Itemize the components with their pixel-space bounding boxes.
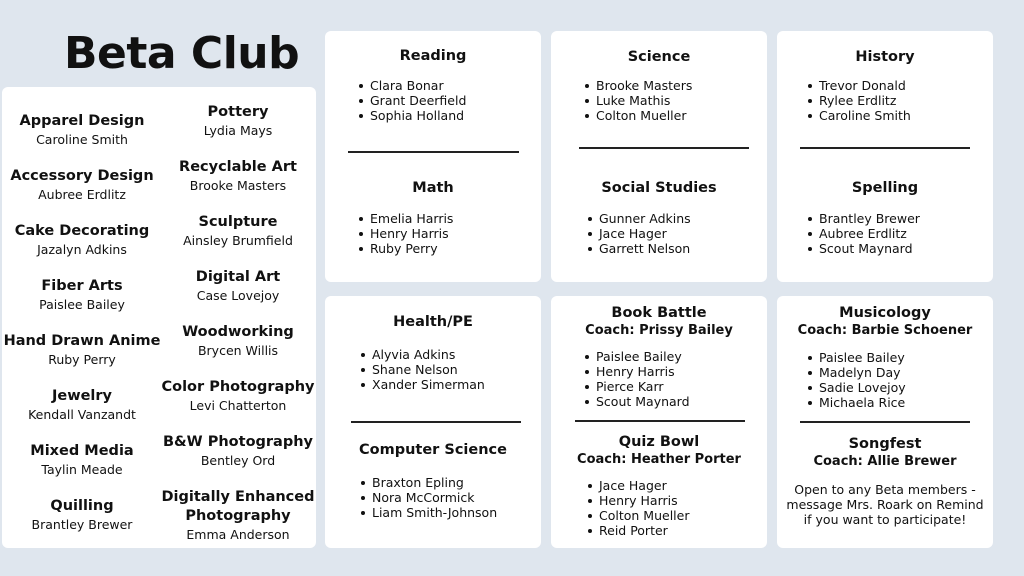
member: Colton Mueller	[588, 508, 767, 523]
member-list	[808, 78, 993, 123]
member-list	[585, 78, 767, 123]
arts-category: Pottery	[207, 104, 269, 120]
arts-member: Case Lovejoy	[196, 288, 280, 303]
member: Jace Hager	[588, 226, 767, 241]
musicology-songfest-card	[777, 296, 993, 548]
arts-category: Recyclable Art	[179, 159, 297, 175]
arts-member: Jazalyn Adkins	[37, 242, 127, 257]
divider	[348, 151, 519, 153]
member: Alyvia Adkins	[361, 347, 541, 362]
social-studies-section	[551, 179, 767, 256]
member: Pierce Karr	[585, 379, 767, 394]
member: Caroline Smith	[808, 108, 993, 123]
arts-item	[160, 323, 316, 360]
member-list	[585, 349, 767, 409]
arts-member: Brooke Masters	[189, 178, 287, 193]
health-cs-card	[325, 296, 541, 548]
arts-member: Ainsley Brumfield	[183, 233, 293, 248]
science-social-card	[551, 31, 767, 282]
spelling-section	[777, 179, 993, 256]
member: Paislee Bailey	[585, 349, 767, 364]
member: Trevor Donald	[808, 78, 993, 93]
arts-item	[2, 277, 162, 314]
health-pe-section	[325, 313, 541, 392]
arts-category: Mixed Media	[30, 443, 134, 459]
note-line: Open to any Beta members -	[794, 482, 976, 497]
arts-member: Brantley Brewer	[31, 517, 133, 532]
member: Henry Harris	[359, 226, 541, 241]
arts-categories-card	[2, 87, 316, 548]
member-list	[361, 347, 541, 392]
arts-member: Lydia Mays	[203, 123, 273, 138]
coach-name: Coach: Allie Brewer	[813, 454, 957, 469]
arts-item	[160, 268, 316, 305]
member-list	[588, 211, 767, 256]
arts-item	[2, 497, 162, 534]
member: Scout Maynard	[585, 394, 767, 409]
songfest-section	[777, 435, 993, 527]
arts-item	[160, 103, 316, 140]
arts-category: Accessory Design	[10, 168, 154, 184]
arts-item	[160, 433, 316, 470]
arts-category: Digital Art	[195, 269, 281, 285]
section-title: Book Battle	[611, 305, 707, 321]
arts-category: Woodworking	[182, 324, 294, 340]
member: Brooke Masters	[585, 78, 767, 93]
arts-item	[2, 332, 162, 369]
arts-category: Fiber Arts	[41, 278, 123, 294]
arts-member: Levi Chatterton	[189, 398, 287, 413]
arts-member: Emma Anderson	[186, 527, 290, 542]
member: Reid Porter	[588, 523, 767, 538]
arts-category: Hand Drawn Anime	[3, 333, 161, 349]
member: Michaela Rice	[808, 395, 993, 410]
arts-category: B&W Photography	[162, 434, 313, 450]
science-section	[551, 48, 767, 123]
member: Paislee Bailey	[808, 350, 993, 365]
member: Braxton Epling	[361, 475, 541, 490]
arts-item	[2, 442, 162, 479]
member: Colton Mueller	[585, 108, 767, 123]
arts-category: Apparel Design	[19, 113, 145, 129]
member: Nora McCormick	[361, 490, 541, 505]
arts-item	[2, 167, 162, 204]
section-title: Songfest	[848, 436, 922, 452]
member: Grant Deerfield	[359, 93, 541, 108]
note-line: if you want to participate!	[803, 512, 967, 527]
history-spelling-card	[777, 31, 993, 282]
member-list	[359, 211, 541, 256]
arts-category: Cake Decorating	[14, 223, 150, 239]
arts-category: Jewelry	[51, 388, 113, 404]
musicology-section	[777, 304, 993, 410]
member-list	[361, 475, 541, 520]
member-list	[808, 350, 993, 410]
arts-member: Bentley Ord	[200, 453, 276, 468]
member: Jace Hager	[588, 478, 767, 493]
divider	[351, 421, 521, 423]
member: Henry Harris	[585, 364, 767, 379]
arts-item	[2, 387, 162, 424]
section-title: Spelling	[851, 180, 919, 196]
section-title: Musicology	[839, 305, 931, 321]
member: Henry Harris	[588, 493, 767, 508]
arts-category: Quilling	[50, 498, 114, 514]
member: Clara Bonar	[359, 78, 541, 93]
member: Brantley Brewer	[808, 211, 993, 226]
arts-item	[160, 213, 316, 250]
member-list	[588, 478, 767, 538]
quiz-bowl-section	[551, 433, 767, 538]
section-title: Social Studies	[601, 180, 717, 196]
section-title: Science	[627, 49, 691, 65]
member-list	[808, 211, 993, 256]
arts-item	[160, 488, 316, 544]
arts-member: Ruby Perry	[48, 352, 116, 367]
member: Emelia Harris	[359, 211, 541, 226]
section-title: Quiz Bowl	[618, 434, 700, 450]
arts-member: Brycen Willis	[197, 343, 279, 358]
arts-category: Color Photography	[161, 379, 315, 395]
section-title: Math	[412, 180, 454, 196]
member: Madelyn Day	[808, 365, 993, 380]
computer-science-section	[325, 441, 541, 520]
page-title: Beta Club	[64, 28, 300, 79]
member: Liam Smith-Johnson	[361, 505, 541, 520]
member: Xander Simerman	[361, 377, 541, 392]
reading-section	[325, 47, 541, 123]
reading-math-card	[325, 31, 541, 282]
section-title: Computer Science	[359, 442, 507, 458]
arts-item	[2, 222, 162, 259]
arts-member: Kendall Vanzandt	[28, 407, 136, 422]
section-title: Health/PE	[393, 314, 473, 330]
arts-member: Caroline Smith	[36, 132, 128, 147]
arts-member: Paislee Bailey	[39, 297, 125, 312]
divider	[575, 420, 745, 422]
arts-member: Aubree Erdlitz	[38, 187, 126, 202]
coach-name: Coach: Heather Porter	[577, 452, 741, 467]
songfest-note	[777, 482, 993, 527]
member: Scout Maynard	[808, 241, 993, 256]
member: Gunner Adkins	[588, 211, 767, 226]
section-title: Reading	[399, 48, 467, 64]
divider	[800, 421, 970, 423]
member: Luke Mathis	[585, 93, 767, 108]
history-section	[777, 48, 993, 123]
member: Sophia Holland	[359, 108, 541, 123]
divider	[579, 147, 749, 149]
member: Sadie Lovejoy	[808, 380, 993, 395]
arts-item	[160, 378, 316, 415]
arts-item	[2, 112, 162, 149]
coach-name: Coach: Prissy Bailey	[585, 323, 733, 338]
math-section	[325, 179, 541, 256]
member: Aubree Erdlitz	[808, 226, 993, 241]
section-title: History	[855, 49, 915, 65]
divider	[800, 147, 970, 149]
book-battle-quiz-card	[551, 296, 767, 548]
member: Garrett Nelson	[588, 241, 767, 256]
arts-category: Digitally Enhanced Photography	[161, 489, 315, 524]
member-list	[359, 78, 541, 123]
member: Shane Nelson	[361, 362, 541, 377]
arts-member: Taylin Meade	[41, 462, 123, 477]
member: Ruby Perry	[359, 241, 541, 256]
member: Rylee Erdlitz	[808, 93, 993, 108]
arts-item	[160, 158, 316, 195]
arts-category: Sculpture	[198, 214, 278, 230]
note-line: message Mrs. Roark on Remind	[786, 497, 984, 512]
book-battle-section	[551, 304, 767, 409]
coach-name: Coach: Barbie Schoener	[797, 323, 973, 338]
